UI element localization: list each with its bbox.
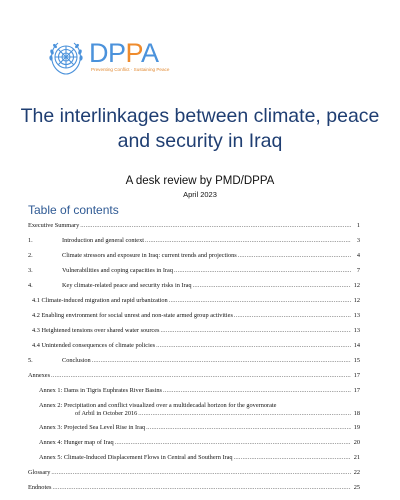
toc-entry-label: Climate stressors and exposure in Iraq: current trends and projections	[62, 252, 237, 259]
document-date: April 2023	[183, 190, 217, 199]
toc-entry-page: 17	[353, 372, 360, 379]
un-emblem-icon	[46, 38, 86, 78]
toc-entry[interactable]	[32, 297, 360, 305]
toc-entry-page: 14	[353, 342, 360, 349]
toc-leader-dots	[234, 312, 351, 320]
toc-entry-page: 25	[353, 484, 360, 491]
toc-entry-page: 19	[353, 424, 360, 431]
toc-entry[interactable]	[28, 252, 360, 260]
toc-entry[interactable]	[28, 282, 360, 290]
toc-entry-page: 12	[353, 282, 360, 289]
toc-entry-page: 13	[353, 327, 360, 334]
toc-leader-dots	[169, 297, 351, 305]
toc-entry-page: 20	[353, 439, 360, 446]
toc-entry-page: 21	[353, 454, 360, 461]
toc-entry-label: Annex 3: Projected Sea Level Rise in Iraq	[39, 424, 146, 431]
dppa-logo	[46, 38, 169, 78]
toc-entry-number: 3.	[28, 267, 33, 274]
toc-entry-label: Glossary	[28, 469, 51, 476]
toc-entry-page: 3	[356, 237, 360, 244]
toc-entry-label: Executive Summary	[28, 222, 80, 229]
toc-entry-number: 2.	[28, 252, 33, 259]
toc-leader-dots	[138, 410, 351, 418]
toc-entry-number: 4.	[28, 282, 33, 289]
toc-entry[interactable]	[28, 372, 360, 380]
toc-entry-label: Annex 4: Hunger map of Iraq	[39, 439, 114, 446]
toc-entry[interactable]	[28, 357, 360, 365]
toc-entry-continuation	[39, 410, 360, 418]
toc-entry-label: Annexes	[28, 372, 51, 379]
toc-entry[interactable]	[39, 439, 360, 447]
toc-entry-page: 18	[353, 410, 360, 417]
logo-letter-a: A	[141, 38, 159, 68]
toc-entry[interactable]	[39, 424, 360, 432]
toc-leader-dots	[174, 267, 351, 275]
toc-entry-label: Key climate-related peace and security risks in Iraq	[62, 282, 192, 289]
toc-entry-page: 13	[353, 312, 360, 319]
toc-leader-dots	[146, 424, 351, 432]
toc-leader-dots	[80, 222, 351, 230]
logo-wordmark	[89, 38, 169, 68]
toc-entry-label: 4.3 Heightened tensions over shared water sources	[32, 327, 160, 334]
toc-entry-page: 12	[353, 297, 360, 304]
toc-entry-number: 5.	[28, 357, 33, 364]
document-title: The interlinkages between climate, peace and security in Iraq	[20, 105, 380, 152]
logo-letter-p1: P	[108, 38, 126, 68]
logo-tagline: Preventing Conflict · Sustaining Peace	[91, 67, 170, 72]
toc-entry-label: Annex 2: Precipitation and conflict visualized over a multidecadal horizon for the governorate	[39, 402, 277, 409]
toc-leader-dots	[234, 454, 351, 462]
toc-entry-label: Annex 5: Climate-Induced Displacement Flows in Central and Southern Iraq	[39, 454, 233, 461]
toc-entry[interactable]	[28, 484, 360, 492]
toc-entry-number: 1.	[28, 237, 33, 244]
toc-leader-dots	[160, 327, 351, 335]
toc-leader-dots	[92, 357, 351, 365]
toc-entry[interactable]	[39, 454, 360, 462]
toc-entry[interactable]	[32, 327, 360, 335]
toc-entry[interactable]	[32, 312, 360, 320]
toc-entry-label: Introduction and general context	[62, 237, 145, 244]
toc-entry-page: 17	[353, 387, 360, 394]
toc-entry[interactable]	[39, 402, 360, 418]
logo-letter-d: D	[89, 38, 108, 68]
logo-letter-p2: P	[125, 38, 142, 68]
document-subtitle: A desk review by PMD/DPPA	[125, 175, 275, 187]
toc-entry-label: 4.1 Climate-induced migration and rapid urbanization	[32, 297, 168, 304]
toc-entry[interactable]	[28, 237, 360, 245]
toc-leader-dots	[238, 252, 351, 260]
toc-entry-page: 22	[353, 469, 360, 476]
toc-entry-page: 1	[356, 222, 360, 229]
toc-entry-label: Conclusion	[62, 357, 91, 364]
toc-entry-label: 4.2 Enabling environment for social unrest and non-state armed group activities	[32, 312, 233, 319]
toc-entry[interactable]	[32, 342, 360, 350]
toc-entry[interactable]	[28, 469, 360, 477]
toc-leader-dots	[145, 237, 351, 245]
toc-entry-page: 15	[353, 357, 360, 364]
toc-leader-dots	[51, 469, 351, 477]
toc-entry-label: 4.4 Unintended consequences of climate policies	[32, 342, 156, 349]
toc-entry-label-line2: of Arbil in October 2016	[75, 410, 138, 417]
toc-entry-page: 4	[356, 252, 360, 259]
logo-text	[89, 38, 169, 72]
toc-leader-dots	[51, 372, 351, 380]
toc-entry-label: Vulnerabilities and coping capacities in Iraq	[62, 267, 174, 274]
toc-entry-page: 7	[356, 267, 360, 274]
toc-leader-dots	[193, 282, 351, 290]
toc-leader-dots	[52, 484, 351, 492]
toc-entry[interactable]	[28, 267, 360, 275]
toc-entry[interactable]	[28, 222, 360, 230]
toc-entry-label: Endnotes	[28, 484, 52, 491]
toc-entry[interactable]	[39, 387, 360, 395]
toc-leader-dots	[163, 387, 351, 395]
toc-heading: Table of contents	[28, 203, 119, 217]
toc-leader-dots	[156, 342, 351, 350]
toc-entry-label: Annex 1: Dams in Tigris Euphrates River Basins	[39, 387, 162, 394]
toc-leader-dots	[115, 439, 351, 447]
